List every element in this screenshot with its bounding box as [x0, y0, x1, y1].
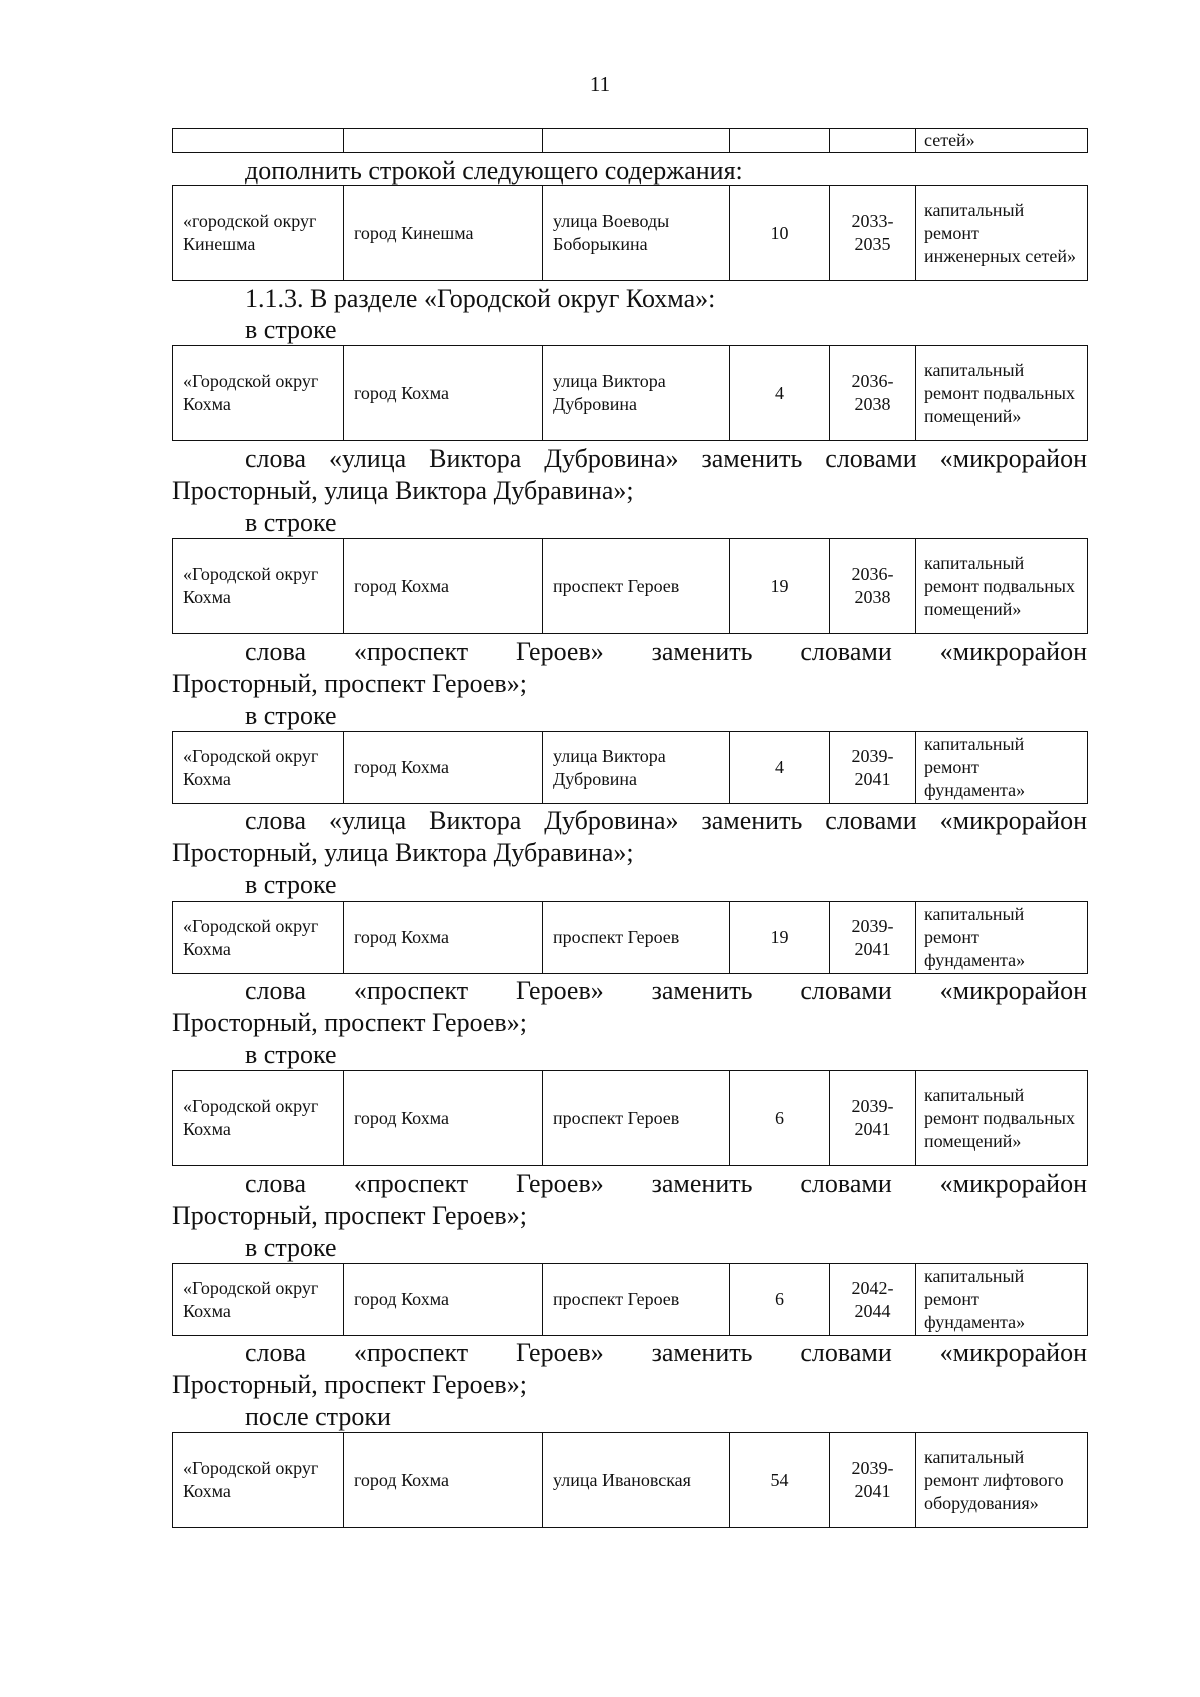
table-row	[173, 1433, 1088, 1528]
cell-years: 2033-2035	[830, 186, 916, 281]
replacement-text-line: Просторный, проспект Героев»;	[172, 1008, 527, 1037]
cell-district: «Городской округ Кохма	[173, 732, 344, 804]
cell-work-type: капитальный ремонт фундамента»	[916, 1264, 1088, 1336]
cell-district: «Городской округ Кохма	[173, 1433, 344, 1528]
cell-city: город Кохма	[344, 1264, 543, 1336]
label-in-row: в строке	[245, 701, 337, 730]
table-row-block	[172, 185, 1088, 281]
label-after-row: после строки	[245, 1402, 391, 1431]
label-in-row: в строке	[245, 870, 337, 899]
table-row-block	[172, 901, 1088, 974]
cell-years: 2036-2038	[830, 346, 916, 441]
cell-street: проспект Героев	[543, 1071, 730, 1166]
cell-district: «Городской округ Кохма	[173, 1264, 344, 1336]
label-in-row: в строке	[245, 508, 337, 537]
label-in-row: в строке	[245, 1040, 337, 1069]
table-row	[173, 732, 1088, 804]
cell-house: 6	[730, 1264, 830, 1336]
cell-district: «Городской округ Кохма	[173, 539, 344, 634]
cell-city: город Кохма	[344, 1071, 543, 1166]
cell-district: «Городской округ Кохма	[173, 1071, 344, 1166]
cell-work-type: капитальный ремонт подвальных помещений»	[916, 1071, 1088, 1166]
table-row-block	[172, 731, 1088, 804]
cell-house: 19	[730, 902, 830, 974]
cell-street: улица Воеводы Боборыкина	[543, 186, 730, 281]
cell-years: 2039-2041	[830, 732, 916, 804]
cell-city: город Кохма	[344, 539, 543, 634]
cell-work-type: капитальный ремонт лифтового оборудования»	[916, 1433, 1088, 1528]
table-row	[173, 1071, 1088, 1166]
table-row	[173, 539, 1088, 634]
replacement-text-line: Просторный, улица Виктора Дубравина»;	[172, 838, 634, 867]
table-row-block	[172, 1070, 1088, 1166]
section-heading: 1.1.3. В разделе «Городской округ Кохма»:	[245, 284, 716, 313]
cell-district: «Городской округ Кохма	[173, 902, 344, 974]
table-row-block	[172, 1263, 1088, 1336]
cell-years: 2039-2041	[830, 1071, 916, 1166]
cell-street: улица Ивановская	[543, 1433, 730, 1528]
table-row	[173, 1264, 1088, 1336]
page-number: 11	[589, 72, 611, 96]
cell-house: 6	[730, 1071, 830, 1166]
table-row	[173, 902, 1088, 974]
replacement-text-line: Просторный, проспект Героев»;	[172, 1201, 527, 1230]
replacement-text-line: слова «улица Виктора Дубровина» заменить словами «микрорайон	[245, 444, 1087, 473]
cell-years: 2039-2041	[830, 1433, 916, 1528]
cell-city: город Кохма	[344, 1433, 543, 1528]
cell-city: город Кохма	[344, 902, 543, 974]
label-in-row: в строке	[245, 315, 337, 344]
cell-street: проспект Героев	[543, 902, 730, 974]
cell-street: улица Виктора Дубровина	[543, 732, 730, 804]
table-row	[173, 186, 1088, 281]
cell-work-type: капитальный ремонт подвальных помещений»	[916, 346, 1088, 441]
table-row-block	[172, 538, 1088, 634]
table-fragment	[172, 128, 1088, 153]
cell-city: город Кохма	[344, 732, 543, 804]
cell-city: город Кохма	[344, 346, 543, 441]
cell-house: 10	[730, 186, 830, 281]
table-row-block	[172, 1432, 1088, 1528]
table-row	[173, 129, 1088, 153]
table-row-block	[172, 345, 1088, 441]
cell-district: «Городской округ Кохма	[173, 346, 344, 441]
cell-house: 4	[730, 346, 830, 441]
cell-work-type: сетей»	[916, 129, 1088, 153]
cell-years: 2042-2044	[830, 1264, 916, 1336]
cell-street: проспект Героев	[543, 1264, 730, 1336]
replacement-text-line: слова «проспект Героев» заменить словами «микрорайон	[245, 1169, 1087, 1198]
replacement-text-line: Просторный, проспект Героев»;	[172, 1370, 527, 1399]
replacement-text-line: Просторный, улица Виктора Дубравина»;	[172, 476, 634, 505]
replacement-text-line: Просторный, проспект Героев»;	[172, 669, 527, 698]
cell-work-type: капитальный ремонт фундамента»	[916, 732, 1088, 804]
paragraph-add-row: дополнить строкой следующего содержания:	[245, 156, 743, 185]
cell-city: город Кинешма	[344, 186, 543, 281]
cell-years: 2039-2041	[830, 902, 916, 974]
cell-years: 2036-2038	[830, 539, 916, 634]
cell-street: улица Виктора Дубровина	[543, 346, 730, 441]
cell-work-type: капитальный ремонт фундамента»	[916, 902, 1088, 974]
cell-district: «городской округ Кинешма	[173, 186, 344, 281]
table-row	[173, 346, 1088, 441]
cell-house: 4	[730, 732, 830, 804]
replacement-text-line: слова «улица Виктора Дубровина» заменить словами «микрорайон	[245, 806, 1087, 835]
replacement-text-line: слова «проспект Героев» заменить словами «микрорайон	[245, 637, 1087, 666]
cell-work-type: капитальный ремонт инженерных сетей»	[916, 186, 1088, 281]
cell-street: проспект Героев	[543, 539, 730, 634]
cell-house: 19	[730, 539, 830, 634]
label-in-row: в строке	[245, 1233, 337, 1262]
cell-work-type: капитальный ремонт подвальных помещений»	[916, 539, 1088, 634]
replacement-text-line: слова «проспект Героев» заменить словами «микрорайон	[245, 976, 1087, 1005]
cell-house: 54	[730, 1433, 830, 1528]
replacement-text-line: слова «проспект Героев» заменить словами «микрорайон	[245, 1338, 1087, 1367]
